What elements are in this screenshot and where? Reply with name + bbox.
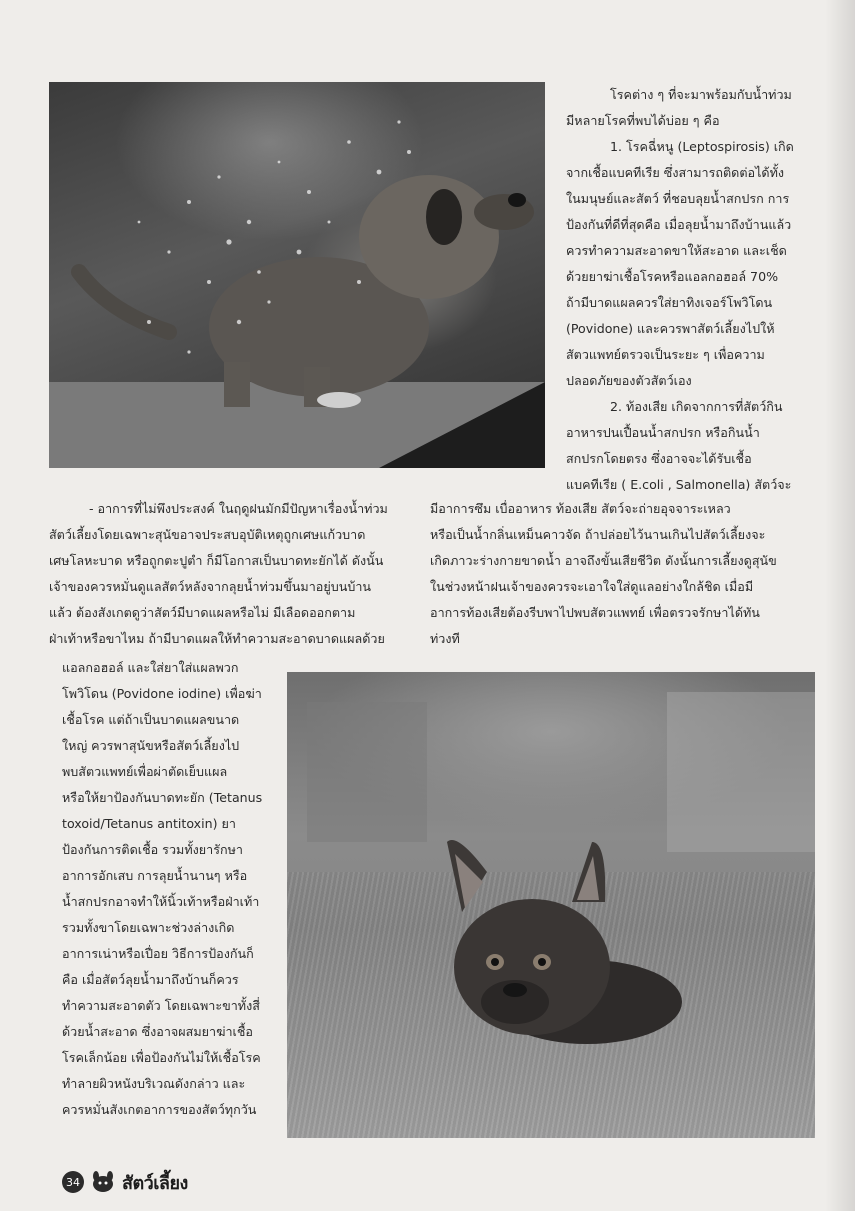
text-line: สัตว์เลี้ยงโดยเฉพาะสุนัขอาจประสบอุบัติเหตุถูกเศษแก้วบาด: [49, 527, 366, 542]
text-line: ป้องกันที่ดีที่สุดคือ เมื่อลุยน้ำมาถึงบ้านแล้ว: [566, 217, 792, 232]
text-line: ในช่วงหน้าฝนเจ้าของควรจะเอาใจใส่ดูแลอย่างใกล้ชิด เมื่อมี: [430, 579, 754, 594]
text-line: ฝ่าเท้าหรือขาไหม ถ้ามีบาดแผลให้ทำความสะอาดบาดแผลด้วย: [49, 631, 385, 646]
text-line: อาการท้องเสียต้องรีบพาไปพบสัตวแพทย์ เพื่อตรวจรักษาได้ทัน: [430, 605, 760, 620]
magazine-brand-logo: สัตว์เลี้ยง: [122, 1172, 188, 1194]
text-line: ท่วงที: [430, 631, 460, 646]
text-line: - อาการที่ไม่พึงประสงค์ ในฤดูฝนมักมีปัญหาเรื่องน้ำท่วม: [89, 501, 388, 516]
text-line: แอลกอฮอล์ และใส่ยาใส่แผลพวก: [62, 660, 239, 675]
text-line: อาการอักเสบ การลุยน้ำนานๆ หรือ: [62, 868, 248, 883]
text-line: โพวิโดน (Povidone iodine) เพื่อฆ่า: [62, 686, 262, 701]
middle-left-text: [49, 496, 419, 652]
text-line: ด้วยน้ำสะอาด ซึ่งอาจผสมยาฆ่าเชื้อ: [62, 1024, 253, 1039]
bulldog-illustration: [287, 672, 815, 1138]
photo-french-bulldog-on-grass: [287, 672, 815, 1138]
text-line: ด้วยยาฆ่าเชื้อโรคหรือแอลกอฮอล์ 70%: [566, 269, 779, 284]
text-line: ปลอดภัยของตัวสัตว์เอง: [566, 373, 692, 388]
text-line: พบสัตวแพทย์เพื่อผ่าตัดเย็บแผล: [62, 764, 228, 779]
text-line: รวมทั้งขาโดยเฉพาะช่วงล่างเกิด: [62, 920, 235, 935]
text-line: มีหลายโรคที่พบได้บ่อย ๆ คือ: [566, 113, 720, 128]
text-line: สัตวแพทย์ตรวจเป็นระยะ ๆ เพื่อความ: [566, 347, 765, 362]
photo-wet-dog-shaking: [49, 82, 545, 468]
text-line: สกปรกโดยตรง ซึ่งอาจจะได้รับเชื้อ: [566, 451, 752, 466]
text-line: อาหารปนเปื้อนน้ำสกปรก หรือกินน้ำ: [566, 425, 760, 440]
text-line: แบคทีเรีย ( E.coli , Salmonella) สัตว์จะ: [566, 477, 792, 492]
text-line: เชื้อโรค แต่ถ้าเป็นบาดแผลขนาด: [62, 712, 240, 727]
text-line: จากเชื้อแบคทีเรีย ซึ่งสามารถติดต่อได้ทั้ง: [566, 165, 785, 180]
text-line: (Povidone) และควรพาสัตว์เลี้ยงไปให้: [566, 321, 775, 336]
text-line: ควรทำความสะอาดขาให้สะอาด และเช็ด: [566, 243, 787, 258]
text-line: 2. ท้องเสีย เกิดจากการที่สัตว์กิน: [610, 399, 783, 414]
text-line: หรือให้ยาป้องกันบาดทะยัก (Tetanus: [62, 790, 263, 805]
page-gutter-shadow: [825, 0, 855, 1211]
text-line: แล้ว ต้องสังเกตดูว่าสัตว์มีบาดแผลหรือไม่ มีเลือดออกตาม: [49, 605, 356, 620]
text-line: toxoid/Tetanus antitoxin) ยา: [62, 816, 236, 831]
text-line: เกิดภาวะร่างกายขาดน้ำ อาจถึงขั้นเสียชีวิต ดังนั้นการเลี้ยงดูสุนัข: [430, 553, 777, 568]
text-line: คือ เมื่อสัตว์ลุยน้ำมาถึงบ้านก็ควร: [62, 972, 239, 987]
text-line: ใหญ่ ควรพาสุนัขหรือสัตว์เลี้ยงไป: [62, 738, 240, 753]
text-line: 1. โรคฉี่หนู (Leptospirosis) เกิด: [610, 139, 794, 154]
text-line: เศษโลหะบาด หรือถูกตะปูตำ ก็มีโอกาสเป็นบาดทะยักได้ ดังนั้น: [49, 553, 384, 568]
text-line: ทำลายผิวหนังบริเวณดังกล่าว และ: [62, 1076, 246, 1091]
text-line: ป้องกันการติดเชื้อ รวมทั้งยารักษา: [62, 842, 243, 857]
text-line: น้ำสกปรกอาจทำให้นิ้วเท้าหรือฝ่าเท้า: [62, 894, 260, 909]
dog-mascot-icon: [90, 1171, 116, 1193]
page-number: 34: [62, 1171, 84, 1193]
wet-dog-illustration: [49, 82, 545, 468]
text-line: โรคต่าง ๆ ที่จะมาพร้อมกับน้ำท่วม: [610, 87, 792, 102]
middle-right-text: [430, 496, 815, 652]
text-line: ควรหมั่นสังเกตอาการของสัตว์ทุกวัน: [62, 1102, 257, 1117]
text-line: ในมนุษย์และสัตว์ ที่ชอบลุยน้ำสกปรก การ: [566, 191, 790, 206]
bottom-left-text: [62, 655, 272, 1123]
text-line: มีอาการซึม เบื่ออาหาร ท้องเสีย สัตว์จะถ่ายอุจจาระเหลว: [430, 501, 731, 516]
text-line: เจ้าของควรหมั่นดูแลสัตว์หลังจากลุยน้ำท่วมขึ้นมาอยู่บนบ้าน: [49, 579, 372, 594]
text-line: อาการเน่าหรือเปื่อย วิธีการป้องกันก็: [62, 946, 254, 961]
text-line: หรือเป็นน้ำกลิ่นเหม็นคาวจัด ถ้าปล่อยไว้นานเกินไปสัตว์เลี้ยงจะ: [430, 527, 766, 542]
page-footer: [62, 1167, 188, 1197]
right-column-text: [566, 82, 814, 498]
text-line: ทำความสะอาดตัว โดยเฉพาะขาทั้งสี่: [62, 998, 260, 1013]
text-line: โรคเล็กน้อย เพื่อป้องกันไม่ให้เชื้อโรค: [62, 1050, 261, 1065]
text-line: ถ้ามีบาดแผลควรใส่ยาทิงเจอร์โพวิโดน: [566, 295, 773, 310]
